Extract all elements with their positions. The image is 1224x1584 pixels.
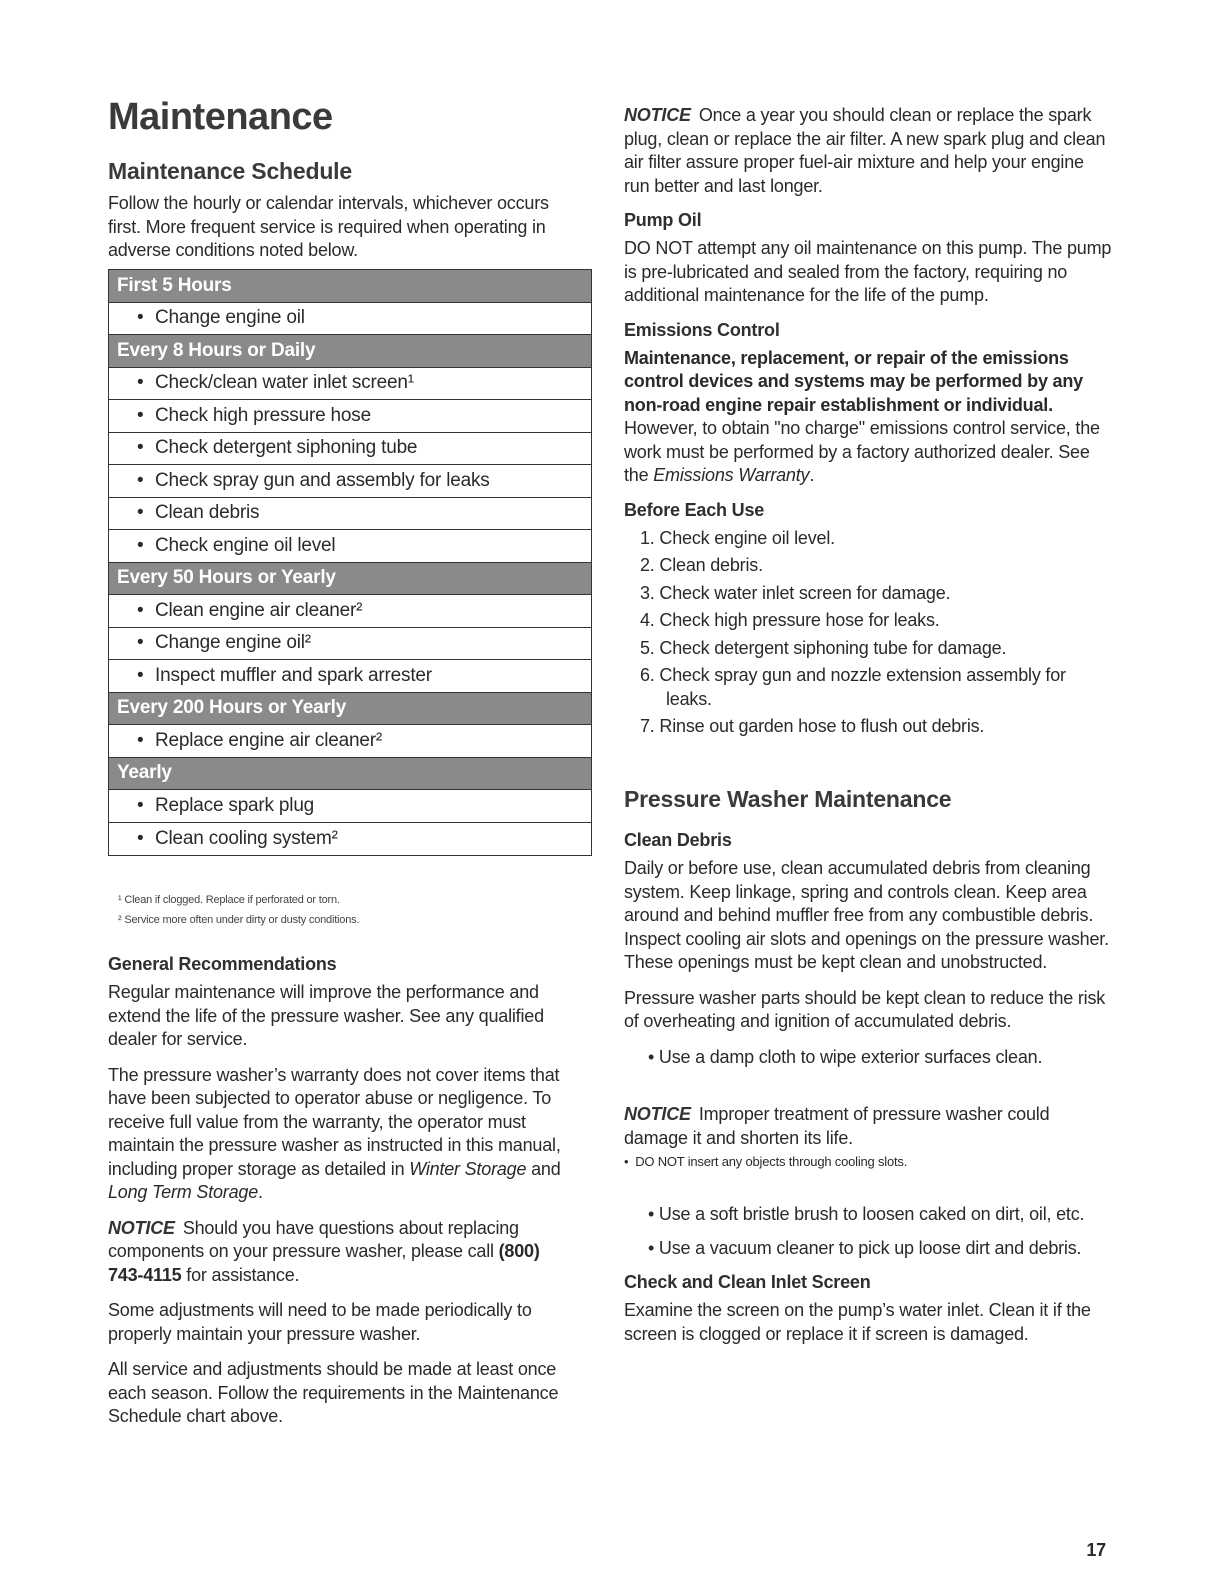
general-p3: Some adjustments will need to be made periodically to properly maintain your pressure washer. [108,1300,532,1344]
emissions-bold: Maintenance, replacement, or repair of the emissions control devices and systems may be performed by any non-road engine repair establishment or individual. [624,347,1083,415]
schedule-task [109,660,591,693]
schedule-text: First 5 Hours [117,274,232,296]
schedule-text: Check engine oil level [155,534,336,556]
notice-spark-plug [624,104,1112,198]
schedule-text: Yearly [117,762,172,784]
schedule-task [109,628,591,661]
general-p2 [108,1064,578,1205]
schedule-text: Replace spark plug [155,794,315,816]
schedule-interval-header [109,563,591,596]
bullet-icon: • [137,469,144,491]
list-item: • Use a vacuum cleaner to pick up loose dirt and debris. [648,1237,1082,1258]
inlet-screen-text: Examine the screen on the pump’s water inlet. Clean it if the screen is clogged or replace it if screen is damaged. [624,1300,1091,1344]
general-p1: Regular maintenance will improve the performance and extend the life of the pressure washer. See any qualified dealer for service. [108,982,544,1049]
schedule-task [109,400,591,433]
footnote-1: ¹ Clean if clogged. Replace if perforated or torn. [118,894,340,906]
schedule-task [109,303,591,336]
pump-oil-heading: Pump Oil [624,210,702,230]
long-term-storage-ref: Long Term Storage [108,1182,259,1202]
emissions-body: However, to obtain "no charge" emissions control service, the work must be performed by a factory authorized dealer. See the [624,418,1100,485]
general-p2-text: The pressure washer’s warranty does not cover items that have been subjected to operator abuse or negligence. To receive full value from the warranty, the operator must maintain the pressure washer as instructed in this manual, including proper storage as detailed in [108,1064,561,1179]
right-column-bottom [624,830,1112,1358]
notice-bullet: • DO NOT insert any objects through cooling slots. [624,1154,908,1169]
list-item: 5. Check detergent siphoning tube for damage. [640,637,1007,658]
emissions-text [624,417,1112,488]
emissions-heading: Emissions Control [624,319,780,340]
schedule-text: Check high pressure hose [155,404,371,426]
notice-improper-treatment [624,1103,1112,1150]
bullet-text: Use a soft bristle brush to loosen caked on dirt, oil, etc. [658,1204,1085,1224]
schedule-text: Clean debris [155,502,260,524]
general-p4: All service and adjustments should be made at least once each season. Follow the requirements in the Maintenance Schedule chart above. [108,1359,559,1426]
before-each-use-list [624,527,1112,739]
bullet-icon: • [137,502,144,524]
list-item: 1. Check engine oil level. [640,527,835,548]
general-p2-and: and [526,1158,561,1179]
schedule-text: Check detergent siphoning tube [155,437,418,459]
bullet-icon: • [137,729,144,751]
emissions-warranty-ref: Emissions Warranty [653,465,810,485]
schedule-task [109,498,591,531]
right-column-top [624,104,1112,743]
schedule-text: Check spray gun and assembly for leaks [155,469,490,491]
general-heading: General Recommendations [108,954,337,974]
schedule-text: Every 50 Hours or Yearly [117,567,336,589]
bullet-icon: • [137,794,144,816]
page-number: 17 [1086,1540,1106,1560]
bullet-icon: • [137,437,144,459]
general-notice [108,1217,578,1288]
bullet-icon: • [137,404,144,426]
schedule-interval-header [109,758,591,791]
schedule-task [109,595,591,628]
schedule-task [109,465,591,498]
list-item: 3. Check water inlet screen for damage. [640,582,951,603]
schedule-task [109,433,591,466]
general-p2-end: . [258,1182,263,1202]
list-item: 7. Rinse out garden hose to flush out debris. [640,716,985,736]
clean-debris-p1: Daily or before use, clean accumulated debris from cleaning system. Keep linkage, spring and controls clean. Keep area around and behind muffler free from any combustible debris. Inspect cooling air slots and openings on the pressure washer. These openings must be kept clean and unobstructed. [624,858,1109,972]
list-item: • Use a soft bristle brush to loosen caked on dirt, oil, etc. [648,1204,1085,1224]
clean-debris-bullets-2 [624,1203,1112,1260]
pump-oil-text: DO NOT attempt any oil maintenance on this pump. The pump is pre-lubricated and sealed from the factory, requiring no additional maintenance for the life of the pump. [624,238,1112,305]
phone-number: (800) 743-4115 [108,1241,540,1285]
footnote-2: ² Service more often under dirty or dusty conditions. [118,914,360,926]
inlet-screen-heading: Check and Clean Inlet Screen [624,1272,871,1292]
schedule-task [109,530,591,563]
list-item: • Use a damp cloth to wipe exterior surfaces clean. [648,1046,1043,1067]
bullet-text: Use a damp cloth to wipe exterior surfaces clean. [658,1046,1043,1067]
schedule-interval-header [109,270,591,303]
bullet-icon: • [137,307,144,329]
schedule-task [109,725,591,758]
schedule-task [109,790,591,823]
bullet-icon: • [137,372,144,394]
notice-label: NOTICE [624,1104,691,1124]
notice-spark-text: Once a year you should clean or replace the spark plug, clean or replace the air filter. A new spark plug and clean air filter assure proper fuel-air mixture and help your engine run better and last longer. [624,105,1106,196]
list-item: 2. Clean debris. [640,555,763,575]
bullet-icon: • [137,664,144,686]
schedule-text: Inspect muffler and spark arrester [155,664,432,686]
bullet-icon: • [137,534,144,556]
bullet-icon: • [137,827,144,849]
notice-improper-text: Improper treatment of pressure washer could damage it and shorten its life. [624,1104,1050,1148]
schedule-text: Change engine oil² [155,632,311,654]
clean-debris-heading: Clean Debris [624,830,732,850]
notice-label: NOTICE [624,105,691,125]
footnotes [108,894,590,934]
page-title: Maintenance [108,96,333,138]
pressure-washer-maintenance-heading: Pressure Washer Maintenance [624,786,952,812]
notice-text: Should you have questions about replacing components on your pressure washer, please call [108,1217,519,1261]
winter-storage-ref: Winter Storage [409,1158,527,1179]
emissions-end: . [809,465,815,485]
before-each-use-heading: Before Each Use [624,499,765,520]
schedule-text: Replace engine air cleaner² [155,729,382,751]
notice-bullet-text: DO NOT insert any objects through cooling slots. [635,1154,908,1169]
schedule-task [109,823,591,856]
schedule-heading: Maintenance Schedule [108,158,352,184]
schedule-text: Clean engine air cleaner² [155,599,363,621]
schedule-text: Clean cooling system² [155,827,338,849]
general-recommendations [108,954,578,1441]
schedule-task [109,368,591,401]
schedule-interval-header [109,693,591,726]
schedule-intro: Follow the hourly or calendar intervals, whichever occurs first. More frequent service is required when operating in adverse conditions noted below. [108,193,549,260]
schedule-text: Check/clean water inlet screen¹ [155,372,414,394]
notice-label: NOTICE [108,1217,175,1238]
bullet-icon: • [137,599,144,621]
schedule-text: Every 8 Hours or Daily [117,339,316,361]
schedule-text: Change engine oil [155,307,305,329]
schedule-text: Every 200 Hours or Yearly [117,697,347,719]
clean-debris-bullets [624,1046,1112,1070]
bullet-icon: • [137,632,144,654]
list-item: 6. Check spray gun and nozzle extension assembly for leaks. [640,665,1066,709]
bullet-text: Use a vacuum cleaner to pick up loose dirt and debris. [658,1237,1082,1258]
clean-debris-p2: Pressure washer parts should be kept clean to reduce the risk of overheating and ignition of accumulated debris. [624,987,1106,1031]
schedule-interval-header [109,335,591,368]
notice-tail: for assistance. [181,1264,300,1285]
list-item: 4. Check high pressure hose for leaks. [640,610,940,630]
maintenance-schedule-table [108,269,592,856]
